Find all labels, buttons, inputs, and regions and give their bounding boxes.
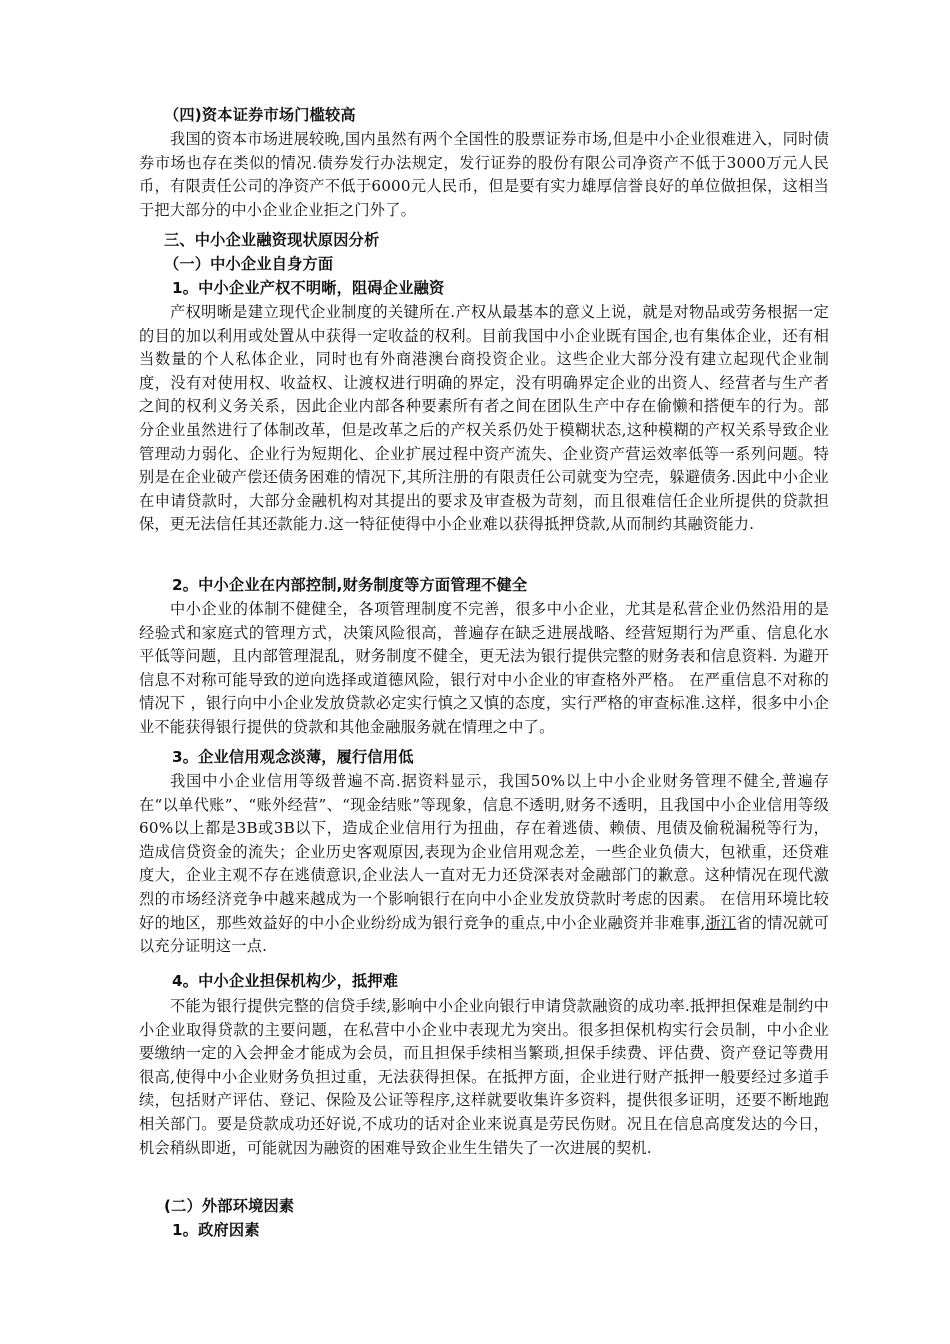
item-heading-credit: 3。企业信用观念淡薄，履行信用低 <box>172 748 414 766</box>
paragraph-capital-market: 我国的资本市场进展较晚,国内虽然有两个全国性的股票证券市场,但是中小企业很难进入，同时债券市场也存在类似的情况.债券发行办法规定，发行证券的股份有限公司净资产不低于3000万元人民币，有限责任公司的净资产不低于6000元人民币，但是要有实力雄厚信誉良好的单位做担保，这相当于把大部分的中小企业企业拒之门外了。 <box>139 130 829 219</box>
item-heading-internal-control: 2。中小企业在内部控制,财务制度等方面管理不健全 <box>172 576 528 594</box>
zhejiang-link[interactable]: 浙江 <box>705 913 737 932</box>
paragraph-internal-control: 中小企业的体制不健健全，各项管理制度不完善，很多中小企业，尤其是私营企业仍然沿用的是经验式和家庭式的管理方式，决策风险很高，普遍存在缺乏进展战略、经营短期行为严重、信息化水平低等问题，且内部管理混乱，财务制度不健全，更无法为银行提供完整的财务表和信息资料. 为避开信息不对称可能导致的逆向选择或道德风险，银行对中小企业的审查格外严格。 在严重信息不对称的情况下 ，银行向中小企业发放贷款必定实行慎之又慎的态度，实行严格的审查标准.这样，很多中小企业不能获得银行提供的贷款和其他金融服务就在情理之中了。 <box>139 600 829 736</box>
paragraph-property-rights: 产权明晰是建立现代企业制度的关键所在.产权从最基本的意义上说，就是对物品或劳务根据一定的目的加以利用或处置从中获得一定收益的权利。目前我国中小企业既有国企,也有集体企业，还有相当数量的个人私体企业，同时也有外商港澳台商投资企业。这些企业大部分没有建立起现代企业制度，没有对使用权、收益权、让渡权进行明确的界定，没有明确界定企业的出资人、经营者与生产者之间的权利义务关系，因此企业内部各种要素所有者之间在团队生产中存在偷懒和搭便车的行为。部分企业虽然进行了体制改革，但是改革之后的产权关系仍处于模糊状态,这种模糊的产权关系导致企业管理动力弱化、企业行为短期化、企业扩展过程中资产流失、企业资产营运效率低等一系列问题。特别是在企业破产偿还债务困难的情况下,其所注册的有限责任公司就变为空壳，躲避债务.因此中小企业在申请贷款时，大部分金融机构对其提出的要求及审查极为苛刻，而且很难信任企业所提供的贷款担保，更无法信任其还款能力.这一特征使得中小企业难以获得抵押贷款,从而制约其融资能力. <box>139 303 829 534</box>
item-heading-government: 1。政府因素 <box>172 1221 260 1239</box>
paragraph-credit-text-b: 省的情况就可以充分证明这一点. <box>139 913 829 956</box>
subsection-heading-external: (二）外部环境因素 <box>164 1197 295 1215</box>
paragraph-credit <box>139 770 829 959</box>
part-heading-cause-analysis: 三、中小企业融资现状原因分析 <box>164 231 380 249</box>
section-heading-capital-market: （四)资本证券市场门槛较高 <box>164 106 356 124</box>
item-heading-property-rights: 1。中小企业产权不明晰，阻碍企业融资 <box>172 279 445 297</box>
item-heading-guarantee: 4。中小企业担保机构少，抵押难 <box>172 972 399 990</box>
paragraph-credit-text-a: 我国中小企业信用等级普遍不高.据资料显示，我国50%以上中小企业财务管理不健全,普遍存在“以单代账”、“账外经营”、“现金结账”等现象，信息不透明,财务不透明，且我国中小企业信用等级60%以上都是3B或3B以下，造成企业信用行为扭曲，存在着逃债、赖债、甩债及偷税漏税等行为，造成信贷资金的流失；企业历史客观原因,表现为企业信用观念差，一些企业负债大，包袱重，还贷难度大，企业主观不存在逃债意识,企业法人一直对无力还贷深表对金融部门的歉意。这种情况在现代激烈的市场经济竞争中越来越成为一个影响银行在向中小企业发放贷款时考虑的因素。 在信用环境比较好的地区，那些效益好的中小企业纷纷成为银行竞争的重点,中小企业融资并非难事, <box>139 772 829 932</box>
paragraph-guarantee: 不能为银行提供完整的信贷手续,影响中小企业向银行申请贷款融资的成功率.抵押担保难是制约中小企业取得贷款的主要问题，在私营中小企业中表现尤为突出。很多担保机构实行会员制，中小企业要缴纳一定的入会押金才能成为会员，而且担保手续相当繁琐,担保手续费、评估费、资产登记等费用很高,使得中小企业财务负担过重，无法获得担保。在抵押方面，企业进行财产抵押一般要经过多道手续，包括财产评估、登记、保险及公证等程序,这样就要收集许多资料，提供很多证明，还要不断地跑相关部门。要是贷款成功还好说,不成功的话对企业来说真是劳民伤财。况且在信息高度发达的今日，机会稍纵即逝，可能就因为融资的困难导致企业生生错失了一次进展的契机. <box>139 997 829 1157</box>
subsection-heading-enterprise-self: （一）中小企业自身方面 <box>164 255 334 273</box>
